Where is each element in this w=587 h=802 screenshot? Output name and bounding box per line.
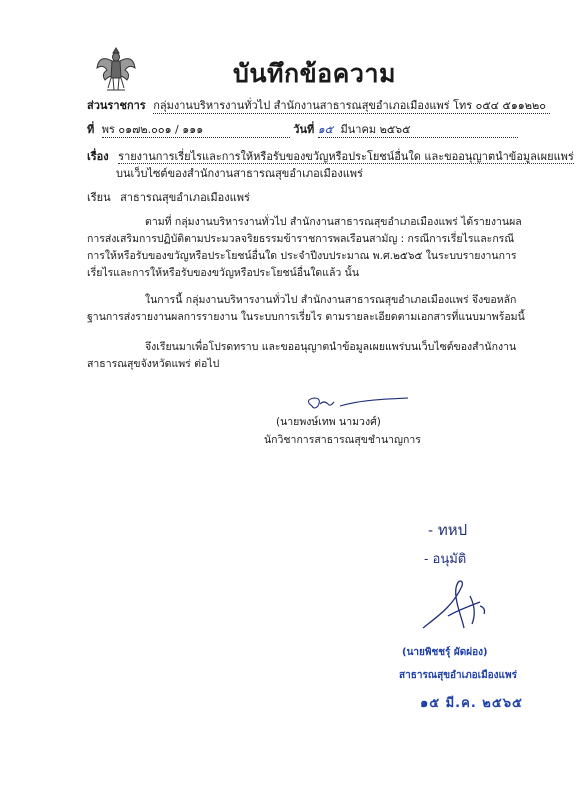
subject-line-1: รายงานการเรี่ยไรและการให้หรือรับของขวัญหรือประโยชน์อื่นใด และขออนุญาตนำข้อมูลเผยแพร่	[118, 150, 574, 163]
approver-position: สาธารณสุขอำเภอเมืองแพร่	[399, 670, 517, 681]
approver-name: (นายพิชชรุ์ ผัดผ่อง)	[402, 647, 488, 658]
approver-signature-mark	[418, 566, 498, 636]
subject-line-2: บนเว็บไซต์ของสำนักงานสาธารณสุขอำเภอเมืองแพร่	[116, 167, 363, 180]
date-label: วันที่	[293, 123, 315, 136]
subject-row	[87, 150, 574, 164]
page-title: บันทึกข้อความ	[233, 59, 396, 88]
agency-label: ส่วนราชการ	[87, 99, 146, 112]
paragraph-2: ในการนี้ กลุ่มงานบริหารงานทั่วไป สำนักงานสาธารณสุขอำเภอเมืองแพร่ จึงขอหลักฐานการส่งรายงานผลการรายงาน ในระบบการเรี่ยไร ตามรายละเอียดตามเอกสารที่แนบมาพร้อมนี้	[87, 294, 525, 323]
reference-label: ที่	[87, 123, 95, 136]
date-month-year: มีนาคม ๒๕๖๕	[340, 123, 411, 136]
signature-mark	[300, 394, 410, 414]
handwritten-note-2: - อนุมัติ	[424, 552, 467, 567]
salutation-row	[87, 191, 250, 205]
paragraph-3: จึงเรียนมาเพื่อโปรดทราบ และขออนุญาตนำข้อมูลเผยแพร่บนเว็บไซต์ของสำนักงานสาธารณสุขจังหวัดแพร่ ต่อไป	[87, 341, 517, 370]
salutation-value: สาธารณสุขอำเภอเมืองแพร่	[120, 191, 250, 204]
agency-row	[87, 99, 550, 114]
subject-label: เรื่อง	[87, 150, 109, 163]
paragraph-1: ตามที่ กลุ่มงานบริหารงานทั่วไป สำนักงานสาธารณสุขอำเภอเมืองแพร่ ได้รายงานผลการส่งเสริมการปฏิบัติตามประมวลจริยธรรมข้าราชการพลเรือนสามัญ : กรณีการเรี่ยไรและกรณีการให้หรือรับของขวัญหรือประโยชน์อื่นใด ประจำปีงบประมาณ พ.ศ.๒๕๖๕ ในระบบรายงานการเรี่ยไรและการให้หรือรับของขวัญหรือประโยชน์อื่นใดแล้ว นั้น	[87, 216, 522, 279]
approval-date: ๑๕ มี.ค. ๒๕๖๕	[420, 696, 523, 711]
salutation-label: เรียน	[87, 191, 111, 204]
signer-name: (นายพงษ์เทพ นามวงศ์)	[276, 416, 381, 428]
date-day: ๑๕	[317, 123, 334, 136]
garuda-emblem-icon	[95, 44, 137, 94]
signer-position: นักวิชาการสาธารณสุขชำนาญการ	[264, 434, 421, 446]
reference-row	[87, 123, 518, 138]
agency-value: กลุ่มงานบริหารงานทั่วไป สำนักงานสาธารณสุขอำเภอเมืองแพร่ โทร ๐๕๔ ๕๑๑๒๒๐	[153, 99, 550, 114]
reference-value: พร ๐๑๗๒.๐๐๑ / ๑๑๑	[101, 123, 204, 136]
handwritten-note-1: - ทหป	[428, 521, 468, 539]
